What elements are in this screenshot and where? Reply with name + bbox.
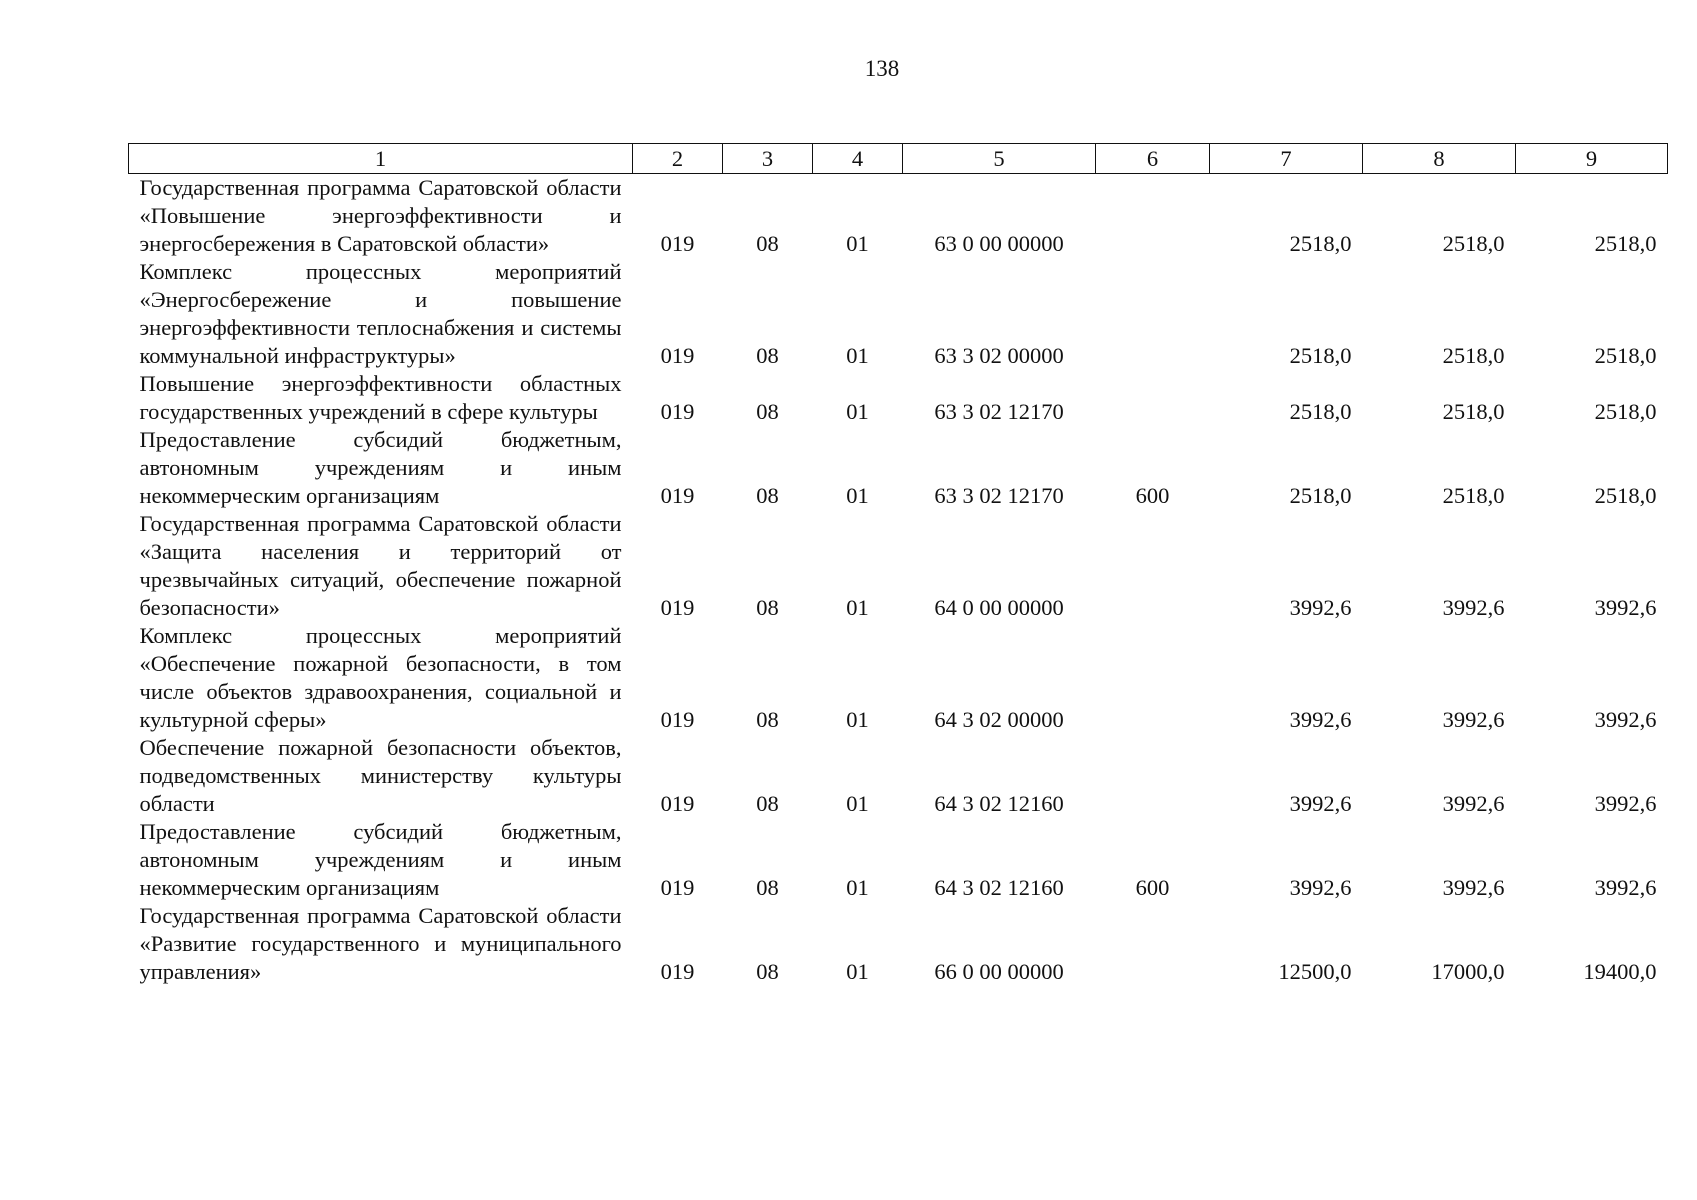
- cell-csr: 64 3 02 00000: [934, 707, 1064, 732]
- column-header-year1: 7: [1210, 144, 1363, 174]
- column-header-csr: 5: [903, 144, 1096, 174]
- cell-vr: [1096, 902, 1210, 986]
- cell-ved: 019: [660, 483, 695, 508]
- cell-year1: 2518,0: [1289, 231, 1352, 256]
- cell-rz: 08: [756, 343, 779, 368]
- cell-ved: 019: [660, 791, 695, 816]
- cell-csr: 63 3 02 12170: [934, 399, 1064, 424]
- cell-name: Государственная программа Саратовской области «Развитие государственного и муниципального управления»: [139, 903, 622, 984]
- cell-vr: 600: [1135, 483, 1170, 508]
- column-header-pr: 4: [813, 144, 903, 174]
- column-header-year2: 8: [1363, 144, 1516, 174]
- cell-pr: 01: [846, 959, 869, 984]
- cell-rz: 08: [756, 707, 779, 732]
- cell-csr: 64 0 00 00000: [934, 595, 1064, 620]
- cell-name: Предоставление субсидий бюджетным, автономным учреждениям и иным некоммерческим организациям: [139, 819, 622, 900]
- cell-year3: 2518,0: [1594, 343, 1657, 368]
- cell-name: Комплекс процессных мероприятий «Энергосбережение и повышение энергоэффективности теплоснабжения и системы коммунальной инфраструктуры»: [139, 259, 622, 368]
- cell-year1: 3992,6: [1289, 875, 1352, 900]
- cell-year1: 3992,6: [1289, 791, 1352, 816]
- cell-vr: [1096, 370, 1210, 426]
- table-header: [129, 144, 1668, 174]
- table-row: [129, 370, 1668, 426]
- cell-rz: 08: [756, 483, 779, 508]
- table-row: [129, 174, 1668, 259]
- cell-year1: 3992,6: [1289, 595, 1352, 620]
- table-body: [129, 174, 1668, 987]
- cell-pr: 01: [846, 343, 869, 368]
- cell-ved: 019: [660, 875, 695, 900]
- header-row: [129, 144, 1668, 174]
- column-header-rz: 3: [723, 144, 813, 174]
- cell-pr: 01: [846, 231, 869, 256]
- cell-rz: 08: [756, 399, 779, 424]
- cell-pr: 01: [846, 707, 869, 732]
- cell-year3: 3992,6: [1594, 707, 1657, 732]
- cell-csr: 63 3 02 00000: [934, 343, 1064, 368]
- cell-year2: 3992,6: [1442, 595, 1505, 620]
- table-row: [129, 818, 1668, 902]
- cell-pr: 01: [846, 791, 869, 816]
- cell-year3: 3992,6: [1594, 791, 1657, 816]
- column-header-year3: 9: [1516, 144, 1668, 174]
- cell-year2: 2518,0: [1442, 231, 1505, 256]
- cell-pr: 01: [846, 875, 869, 900]
- cell-ved: 019: [660, 707, 695, 732]
- cell-csr: 64 3 02 12160: [934, 791, 1064, 816]
- column-header-ved: 2: [633, 144, 723, 174]
- cell-year3: 2518,0: [1594, 399, 1657, 424]
- cell-pr: 01: [846, 483, 869, 508]
- cell-year2: 17000,0: [1431, 959, 1505, 984]
- cell-year1: 2518,0: [1289, 399, 1352, 424]
- cell-vr: [1096, 734, 1210, 818]
- cell-pr: 01: [846, 595, 869, 620]
- budget-table: [128, 143, 1668, 986]
- table-row: [129, 426, 1668, 510]
- cell-name: Обеспечение пожарной безопасности объектов, подведомственных министерству культуры области: [139, 735, 622, 816]
- cell-year2: 2518,0: [1442, 399, 1505, 424]
- cell-ved: 019: [660, 343, 695, 368]
- cell-rz: 08: [756, 595, 779, 620]
- cell-year2: 3992,6: [1442, 707, 1505, 732]
- column-header-vr: 6: [1096, 144, 1210, 174]
- cell-vr: [1096, 258, 1210, 370]
- column-header-name: 1: [129, 144, 633, 174]
- cell-year1: 12500,0: [1278, 959, 1352, 984]
- cell-year2: 3992,6: [1442, 791, 1505, 816]
- cell-year3: 3992,6: [1594, 595, 1657, 620]
- table-row: [129, 510, 1668, 622]
- cell-ved: 019: [660, 595, 695, 620]
- cell-name: Государственная программа Саратовской области «Защита населения и территорий от чрезвычайных ситуаций, обеспечение пожарной безопасности»: [139, 511, 622, 620]
- cell-year1: 2518,0: [1289, 343, 1352, 368]
- cell-name: Комплекс процессных мероприятий «Обеспечение пожарной безопасности, в том числе объектов здравоохранения, социальной и культурной сферы»: [139, 623, 622, 732]
- table-row: [129, 258, 1668, 370]
- cell-csr: 64 3 02 12160: [934, 875, 1064, 900]
- cell-year3: 19400,0: [1583, 959, 1657, 984]
- cell-rz: 08: [756, 231, 779, 256]
- cell-rz: 08: [756, 959, 779, 984]
- cell-year3: 3992,6: [1594, 875, 1657, 900]
- cell-csr: 63 3 02 12170: [934, 483, 1064, 508]
- cell-ved: 019: [660, 231, 695, 256]
- cell-ved: 019: [660, 399, 695, 424]
- page-number: 138: [864, 56, 900, 81]
- cell-year2: 2518,0: [1442, 343, 1505, 368]
- cell-csr: 66 0 00 00000: [934, 959, 1064, 984]
- cell-year1: 3992,6: [1289, 707, 1352, 732]
- table-row: [129, 902, 1668, 986]
- cell-vr: [1096, 622, 1210, 734]
- cell-vr: [1096, 510, 1210, 622]
- cell-vr: 600: [1135, 875, 1170, 900]
- cell-year2: 2518,0: [1442, 483, 1505, 508]
- cell-year2: 3992,6: [1442, 875, 1505, 900]
- table-row: [129, 622, 1668, 734]
- cell-csr: 63 0 00 00000: [934, 231, 1064, 256]
- cell-year3: 2518,0: [1594, 483, 1657, 508]
- cell-rz: 08: [756, 791, 779, 816]
- cell-year3: 2518,0: [1594, 231, 1657, 256]
- cell-vr: [1096, 174, 1210, 259]
- cell-name: Государственная программа Саратовской области «Повышение энергоэффективности и энергосбережения в Саратовской области»: [139, 175, 622, 256]
- cell-pr: 01: [846, 399, 869, 424]
- cell-rz: 08: [756, 875, 779, 900]
- cell-name: Повышение энергоэффективности областных государственных учреждений в сфере культуры: [139, 371, 622, 424]
- table-row: [129, 734, 1668, 818]
- cell-year1: 2518,0: [1289, 483, 1352, 508]
- cell-ved: 019: [660, 959, 695, 984]
- cell-name: Предоставление субсидий бюджетным, автономным учреждениям и иным некоммерческим организациям: [139, 427, 622, 508]
